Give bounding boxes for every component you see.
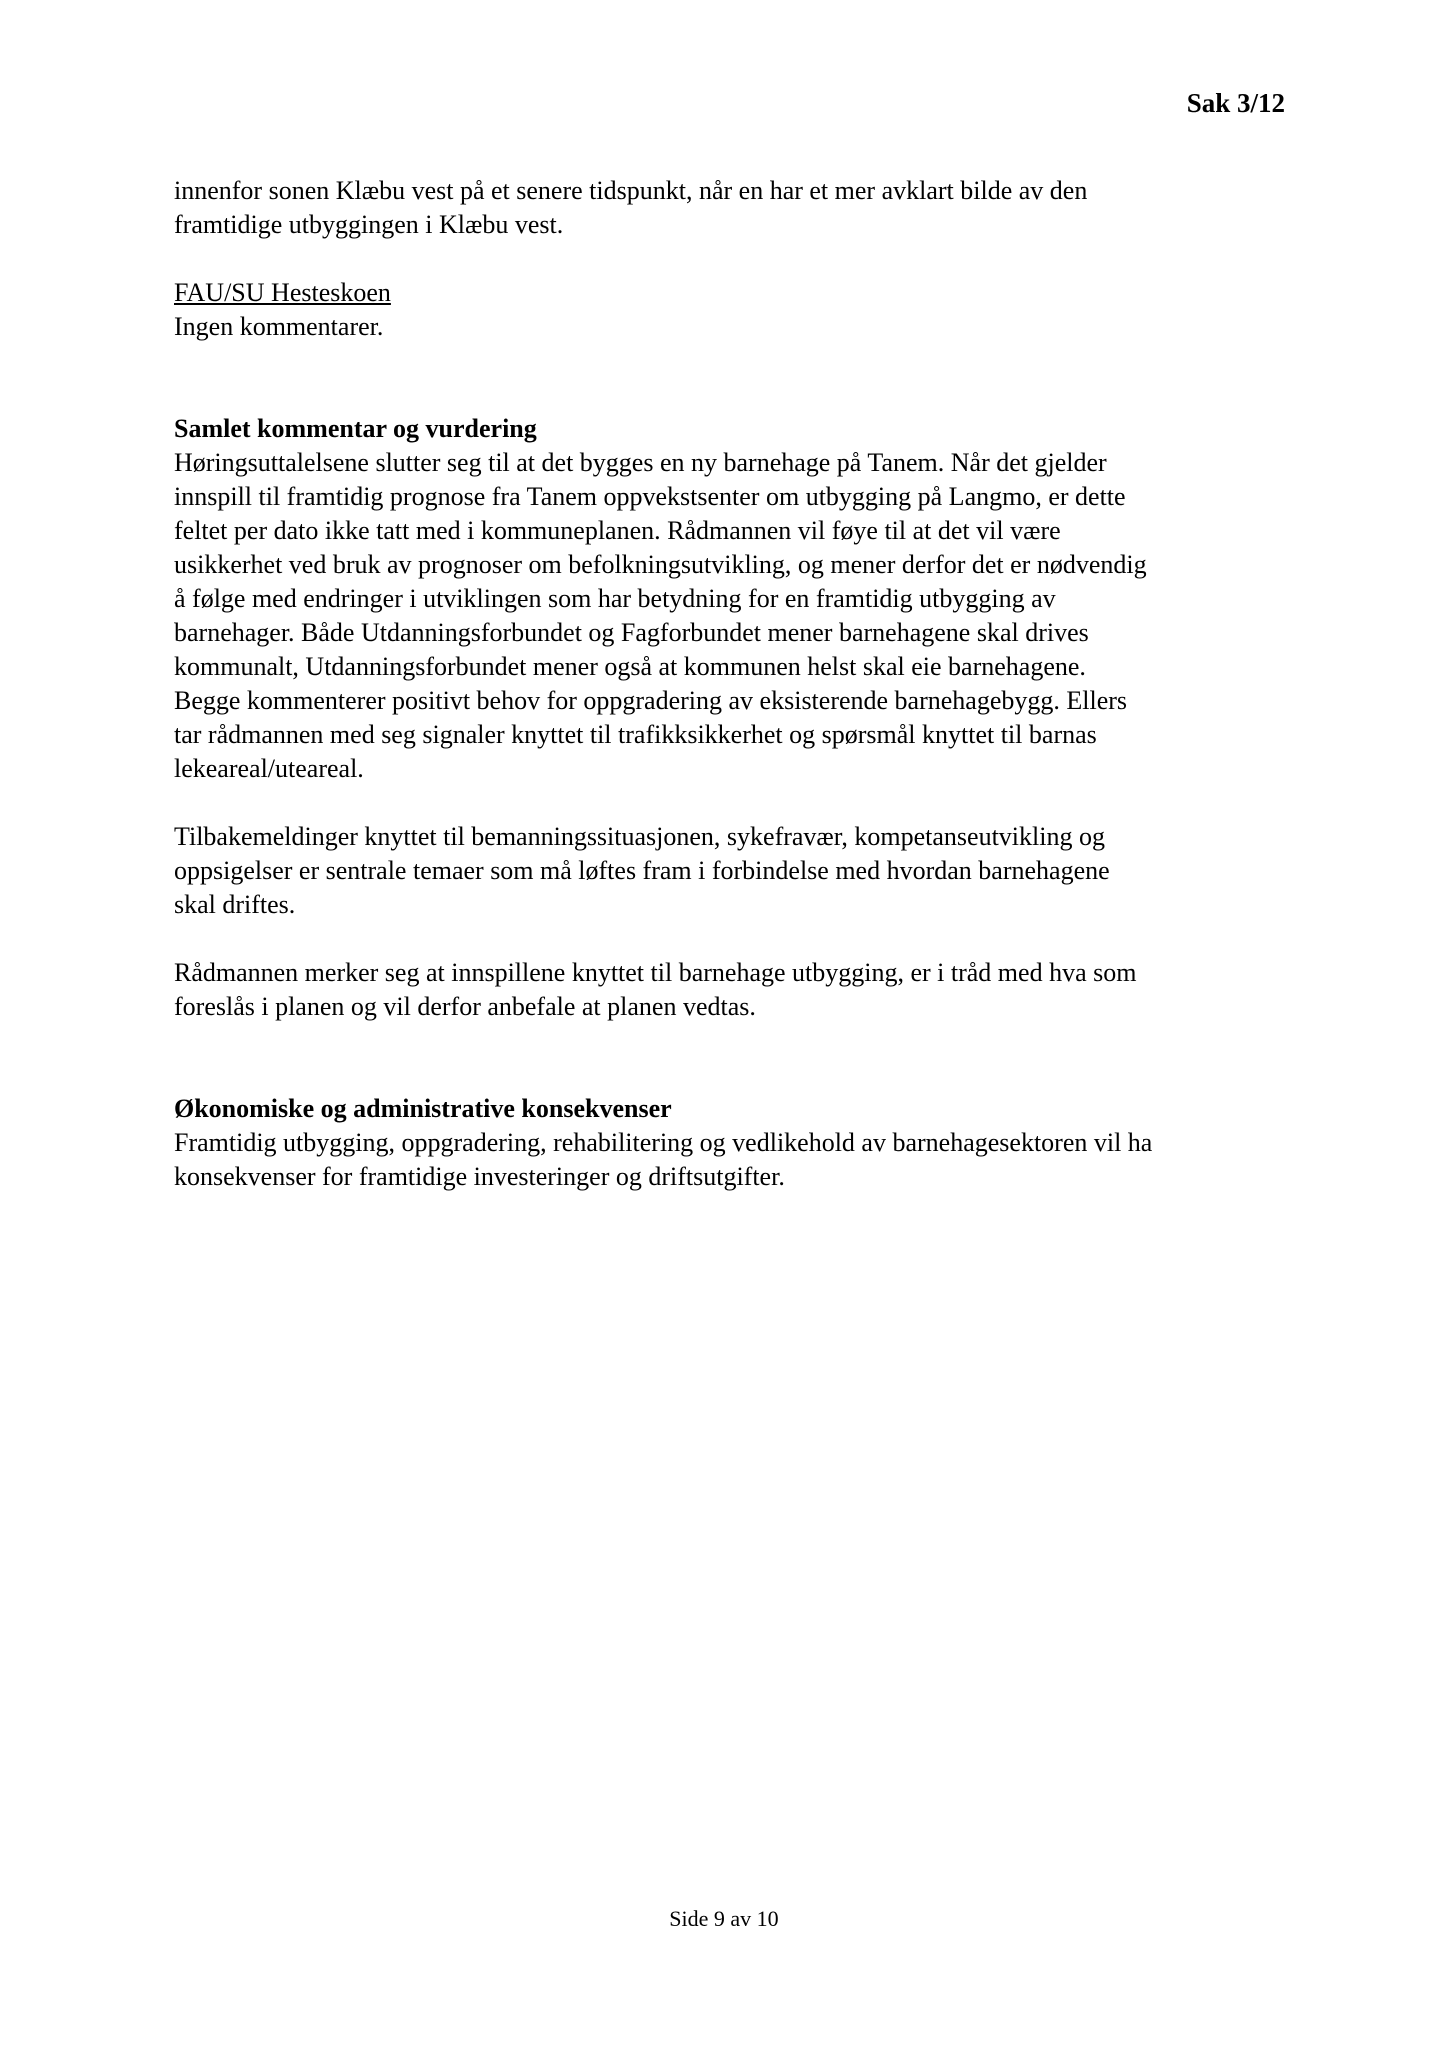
paragraph-line: å følge med endringer i utviklingen som har betydning for en framtidig utbygging av: [174, 584, 1056, 613]
paragraph-line: usikkerhet ved bruk av prognoser om befolkningsutvikling, og mener derfor det er nødvendig: [174, 550, 1147, 579]
fau-su-title: FAU/SU Hesteskoen: [174, 278, 391, 307]
paragraph-line: oppsigelser er sentrale temaer som må løftes fram i forbindelse med hvordan barnehagene: [174, 856, 1110, 885]
intro-line: framtidige utbyggingen i Klæbu vest.: [174, 210, 564, 239]
paragraph-line: skal driftes.: [174, 890, 296, 919]
paragraph-line: Framtidig utbygging, oppgradering, rehabilitering og vedlikehold av barnehagesektoren vil ha: [174, 1128, 1153, 1157]
paragraph-line: barnehager. Både Utdanningsforbundet og Fagforbundet mener barnehagene skal drives: [174, 618, 1089, 647]
fau-su-text: Ingen kommentarer.: [174, 312, 384, 341]
section-heading-samlet: Samlet kommentar og vurdering: [174, 414, 537, 443]
paragraph-line: Høringsuttalelsene slutter seg til at det bygges en ny barnehage på Tanem. Når det gjelder: [174, 448, 1107, 477]
paragraph-line: innspill til framtidig prognose fra Tanem oppvekstsenter om utbygging på Langmo, er dette: [174, 482, 1126, 511]
page-number: Side 9 av 10: [669, 1906, 779, 1931]
paragraph-line: konsekvenser for framtidige investeringer og driftsutgifter.: [174, 1162, 785, 1191]
intro-line: innenfor sonen Klæbu vest på et senere tidspunkt, når en har et mer avklart bilde av den: [174, 176, 1088, 205]
paragraph-line: foreslås i planen og vil derfor anbefale at planen vedtas.: [174, 992, 756, 1021]
paragraph-line: Begge kommenterer positivt behov for oppgradering av eksisterende barnehagebygg. Ellers: [174, 686, 1128, 715]
paragraph-line: tar rådmannen med seg signaler knyttet til trafikksikkerhet og spørsmål knyttet til barnas: [174, 720, 1097, 749]
case-reference: Sak 3/12: [1186, 88, 1285, 118]
paragraph-line: lekeareal/uteareal.: [174, 754, 364, 783]
paragraph-line: Tilbakemeldinger knyttet til bemanningssituasjonen, sykefravær, kompetanseutvikling og: [174, 822, 1105, 851]
section-heading-okonomi: Økonomiske og administrative konsekvenser: [174, 1094, 672, 1123]
document-body: [174, 174, 1294, 1194]
paragraph-line: kommunalt, Utdanningsforbundet mener også at kommunen helst skal eie barnehagene.: [174, 652, 1086, 681]
paragraph-line: Rådmannen merker seg at innspillene knyttet til barnehage utbygging, er i tråd med hva som: [174, 958, 1137, 987]
paragraph-line: feltet per dato ikke tatt med i kommuneplanen. Rådmannen vil føye til at det vil være: [174, 516, 1061, 545]
